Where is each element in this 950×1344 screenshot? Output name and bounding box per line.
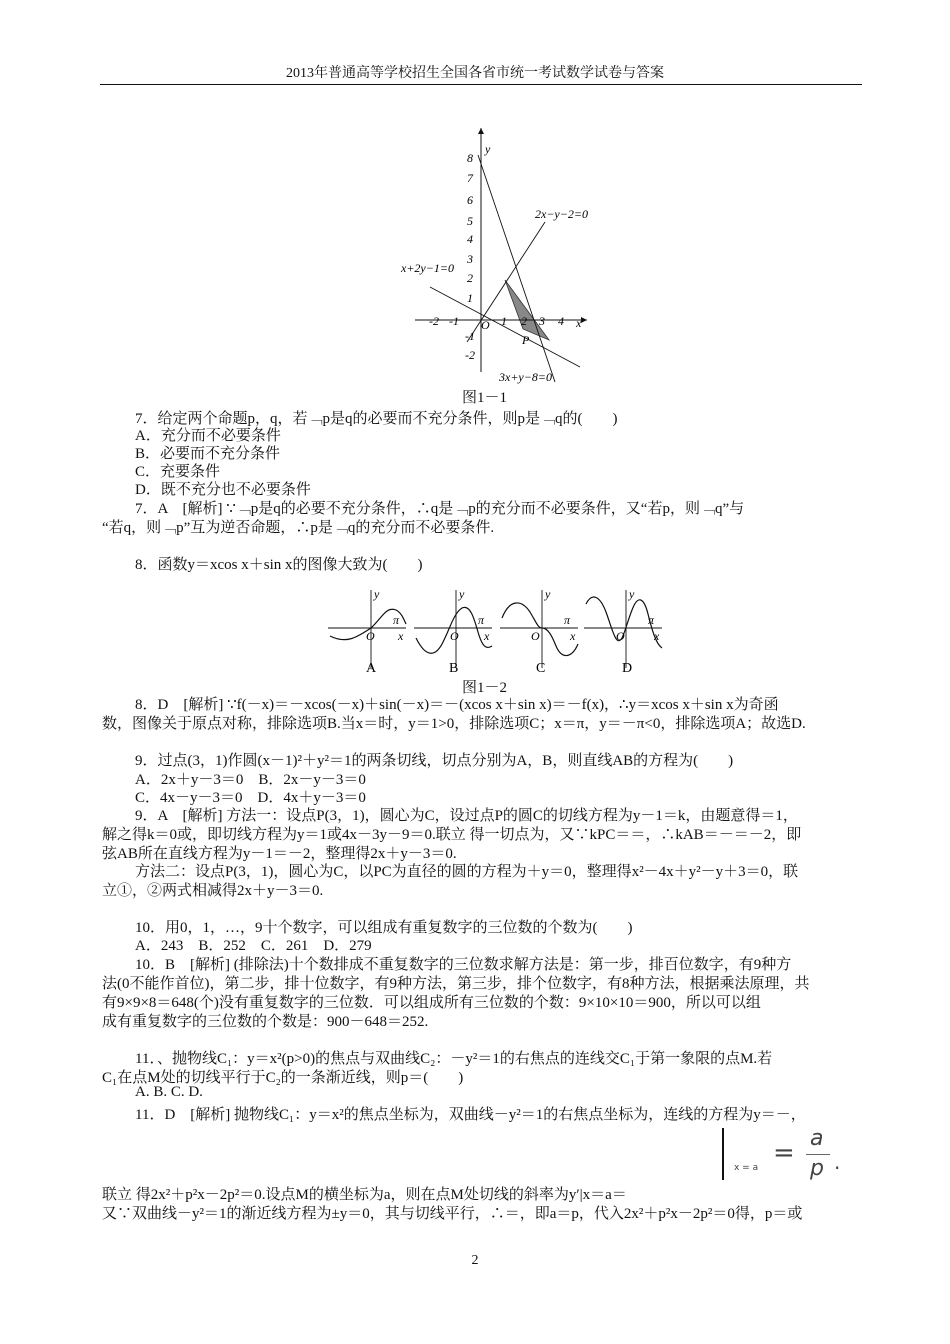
header-rule [100, 84, 862, 85]
svg-text:π: π [393, 613, 400, 627]
svg-text:y: y [374, 588, 380, 601]
figure-1-1-caption: 图1－1 [462, 390, 508, 406]
formula-denominator: p [810, 1156, 824, 1181]
answer-11-line-2: 联立 得2x²＋p²x－2p²＝0.设点M的横坐标为a，则在点M处切线的斜率为y′|x＝a＝ [102, 1187, 627, 1203]
origin-label: O [481, 318, 490, 332]
graph-label-a: A [366, 661, 377, 676]
line-label-3x-y-8: 3x+y−8=0 [499, 370, 552, 384]
answer-8-line-1: 8．D [解析] ∵f(－x)＝－xcos(－x)＋sin(－x)＝－(xcos x＋sin x)＝－f(x)，∴y＝xcos x＋sin x为奇函 [135, 697, 779, 713]
q7-option-d: D．既不充分也不必要条件 [135, 482, 311, 498]
graph-a [328, 588, 406, 676]
x-axis-label: x [576, 316, 582, 330]
y-tick-1: 1 [467, 291, 473, 305]
answer-9-line-4: 方法二：设点P(3，1)，圆心为C，以PC为直径的圆的方程为＋y＝0，整理得x²－4x＋y²－y＋3＝0，联 [135, 864, 799, 880]
line-label-x-2y-1: x+2y−1=0 [401, 261, 454, 275]
svg-text:y: y [459, 588, 465, 601]
line-label-2x-y-2: 2x−y−2=0 [535, 207, 588, 221]
y-tick-4: 4 [467, 232, 473, 246]
q7-option-a: A．充分而不必要条件 [135, 428, 281, 444]
y-tick-neg1: -1 [465, 329, 475, 343]
y-tick-7: 7 [467, 171, 473, 185]
formula-subscript: x = a [734, 1163, 759, 1173]
q7-option-b: B．必要而不充分条件 [135, 446, 281, 462]
page-number: 2 [471, 1253, 479, 1268]
question-7: 7．给定两个命题p，q，若﹁p是q的必要而不充分条件，则p是﹁q的( ) [135, 411, 618, 427]
x-tick-neg1: -1 [449, 314, 459, 328]
point-p-label: P [522, 333, 530, 347]
answer-10-line-2: 法(0不能作首位)，第二步，排十位数字，有9种方法，第三步，排个位数字，有8种方法，根据乘法原理，共 [102, 976, 810, 992]
formula-dot: . [834, 1150, 841, 1174]
svg-text:x: x [484, 629, 490, 643]
graph-label-c: C [536, 661, 546, 676]
svg-text:O: O [366, 629, 375, 643]
answer-9-line-1: 9．A [解析] 方法一：设点P(3，1)，圆心为C，设过点P的圆C的切线方程为y－1＝k，由题意得＝1， [135, 808, 798, 824]
svg-text:O: O [531, 629, 540, 643]
figure-1-1 [395, 122, 595, 384]
y-tick-5: 5 [467, 214, 473, 228]
answer-9-line-3: 弦AB所在直线方程为y－1＝－2，整理得2x＋y－3＝0. [102, 846, 457, 862]
y-tick-neg2: -2 [465, 348, 475, 362]
answer-8-line-2: 数，图像关于原点对称，排除选项B.当x＝时，y＝1>0，排除选项C；x＝π，y＝－π<0，排除选项A；故选D. [102, 716, 806, 732]
svg-text:x: x [398, 629, 404, 643]
answer-7-line-1: 7．A [解析] ∵﹁p是q的必要不充分条件，∴q是﹁p的充分而不必要条件，又“若p，则﹁q”与 [135, 501, 745, 517]
svg-text:π: π [564, 613, 571, 627]
x-tick-1: 1 [501, 314, 507, 328]
svg-text:O: O [450, 629, 459, 643]
x-tick-3: 3 [539, 314, 545, 328]
q11-options: A. B. C. D. [135, 1084, 203, 1100]
answer-9-line-5: 立①，②两式相减得2x＋y－3＝0. [102, 883, 324, 899]
x-tick-2: 2 [521, 314, 527, 328]
graph-d [584, 588, 662, 676]
question-9: 9．过点(3，1)作圆(x－1)²＋y²＝1的两条切线，切点分别为A，B，则直线AB的方程为( ) [135, 753, 734, 769]
y-tick-2: 2 [467, 271, 473, 285]
graph-label-d: D [622, 661, 633, 676]
answer-10-line-1: 10．B [解析] (排除法)十个数排成不重复数字的三位数求解方法是：第一步，排百位数字，有9种方 [135, 957, 792, 973]
question-8: 8．函数y＝xcos x＋sin x的图像大致为( ) [135, 557, 423, 573]
formula-numerator: a [810, 1126, 824, 1151]
answer-10-line-4: 成有重复数字的三位数的个数是：900－648＝252. [102, 1014, 429, 1030]
x-tick-4: 4 [558, 314, 564, 328]
answer-9-line-2: 解之得k＝0或，即切线方程为y＝1或4x－3y－9＝0.联立 得一切点为，又∵kPC＝＝，∴kAB＝－＝－2，即 [102, 827, 802, 843]
question-11-line-1: 11．、抛物线C₁：y＝x²(p>0)的焦点与双曲线C₂：－y²＝1的右焦点的连线交C₁于第一象限的点M.若 [135, 1051, 773, 1067]
answer-7-line-2: “若q，则﹁p”互为逆否命题，∴p是﹁q的充分而不必要条件. [102, 520, 495, 536]
x-tick-neg2: -2 [429, 314, 439, 328]
y-axis-label: y [485, 142, 491, 156]
y-tick-6: 6 [467, 193, 473, 207]
svg-text:x: x [570, 629, 576, 643]
svg-text:y: y [545, 588, 551, 601]
formula-fraction-bar [806, 1154, 830, 1155]
graph-b [414, 588, 492, 676]
question-11-line-2: C₁在点M处的切线平行于C₂的一条渐近线，则p＝( ) [102, 1070, 464, 1086]
svg-text:π: π [648, 613, 655, 627]
y-tick-8: 8 [467, 151, 473, 165]
y-tick-3: 3 [467, 252, 473, 266]
question-10: 10．用0，1，…，9十个数字，可以组成有重复数字的三位数的个数为( ) [135, 920, 633, 936]
formula-bar [722, 1128, 724, 1180]
q9-options-ab: A．2x＋y－3＝0 B．2x－y－3＝0 [135, 772, 366, 788]
answer-11-line-3: 又∵双曲线－y²＝1的渐近线方程为±y＝0，其与切线平行，∴＝，即a＝p，代入2x²＋p²x－2p²＝0得，p＝或 [102, 1206, 803, 1222]
graph-c [500, 588, 578, 676]
formula-equals: = [773, 1138, 795, 1168]
page-header: 2013年普通高等学校招生全国各省市统一考试数学试卷与答案 [286, 66, 664, 81]
figure-1-2-caption: 图1－2 [462, 680, 508, 696]
answer-10-line-3: 有9×9×8＝648(个)没有重复数字的三位数．可以组成所有三位数的个数：9×10×10＝900，所以可以组 [102, 995, 761, 1011]
q7-option-c: C．充要条件 [135, 464, 221, 480]
figure-1-2 [326, 588, 666, 678]
q10-options: A．243 B．252 C．261 D．279 [135, 938, 372, 954]
svg-text:y: y [629, 588, 635, 601]
svg-text:O: O [616, 629, 625, 643]
graph-label-b: B [449, 661, 459, 676]
answer-11-line-1: 11．D [解析] 抛物线C₁：y＝x²的焦点坐标为，双曲线－y²＝1的右焦点坐标为，连线的方程为y＝－， [135, 1107, 806, 1123]
svg-text:x: x [654, 629, 660, 643]
q9-options-cd: C．4x－y－3＝0 D．4x＋y－3＝0 [135, 790, 366, 806]
svg-text:π: π [478, 613, 485, 627]
